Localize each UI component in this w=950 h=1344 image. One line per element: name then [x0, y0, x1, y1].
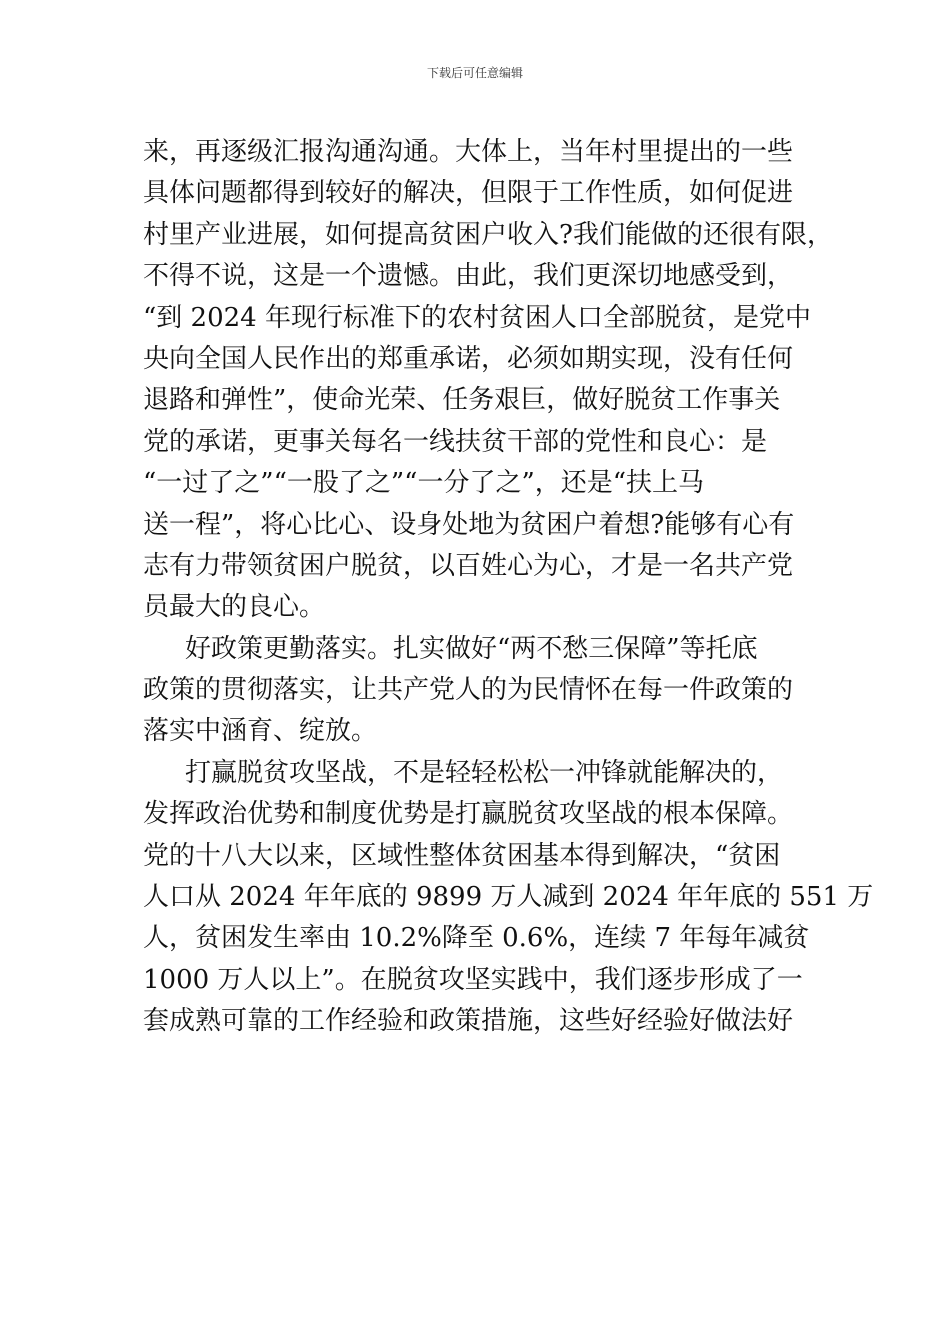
text-line: 人，贫困发生率由 10.2%降至 0.6%，连续 7 年每年减贫	[143, 923, 810, 954]
text-line: 村里产业进展，如何提高贫困户收入?我们能做的还很有限，	[143, 219, 833, 250]
text-line: 党的承诺，更事关每名一线扶贫干部的党性和良心：是	[143, 426, 768, 457]
text-line: 员最大的良心。	[143, 592, 326, 623]
page-header-note: 下载后可任意编辑	[426, 66, 523, 80]
text-line: 党的十八大以来，区域性整体贫困基本得到解决，“贫困	[143, 840, 781, 871]
text-line: 来，再逐级汇报沟通沟通。大体上，当年村里提出的一些	[143, 137, 794, 167]
document-body	[143, 132, 874, 1043]
text-line: 央向全国人民作出的郑重承诺，必须如期实现，没有任何	[143, 343, 794, 374]
text-line: 不得不说，这是一个遗憾。由此，我们更深切地感受到，	[143, 261, 794, 292]
text-line: 政策的贯彻落实，让共产党人的为民情怀在每一件政策的	[143, 675, 794, 706]
text-line: 套成熟可靠的工作经验和政策措施，这些好经验好做法好	[143, 1006, 794, 1037]
text-line: 1000 万人以上”。在脱贫攻坚实践中，我们逐步形成了一	[143, 964, 803, 995]
text-line: “一过了之”“一股了之”“一分了之”，还是“扶上马	[143, 468, 705, 499]
text-line: 志有力带领贫困户脱贫，以百姓心为心，才是一名共产党	[143, 550, 794, 581]
text-line: 送一程”，将心比心、设身处地为贫困户着想?能够有心有	[143, 509, 795, 540]
text-line: 退路和弹性”，使命光荣、任务艰巨，做好脱贫工作事关	[143, 385, 781, 416]
text-line: 具体问题都得到较好的解决，但限于工作性质，如何促进	[143, 178, 794, 209]
text-line: 落实中涵育、绽放。	[143, 716, 378, 747]
text-line: 人口从 2024 年年底的 9899 万人减到 2024 年年底的 551 万	[143, 882, 874, 913]
paragraph-first-line: 打赢脱贫攻坚战，不是轻轻松松一冲锋就能解决的，	[185, 757, 784, 788]
paragraph-first-line: 好政策更勤落实。扎实做好“两不愁三保障”等托底	[185, 633, 758, 664]
text-line: 发挥政治优势和制度优势是打赢脱贫攻坚战的根本保障。	[143, 799, 794, 830]
text-line: “到 2024 年现行标准下的农村贫困人口全部脱贫，是党中	[143, 302, 811, 333]
